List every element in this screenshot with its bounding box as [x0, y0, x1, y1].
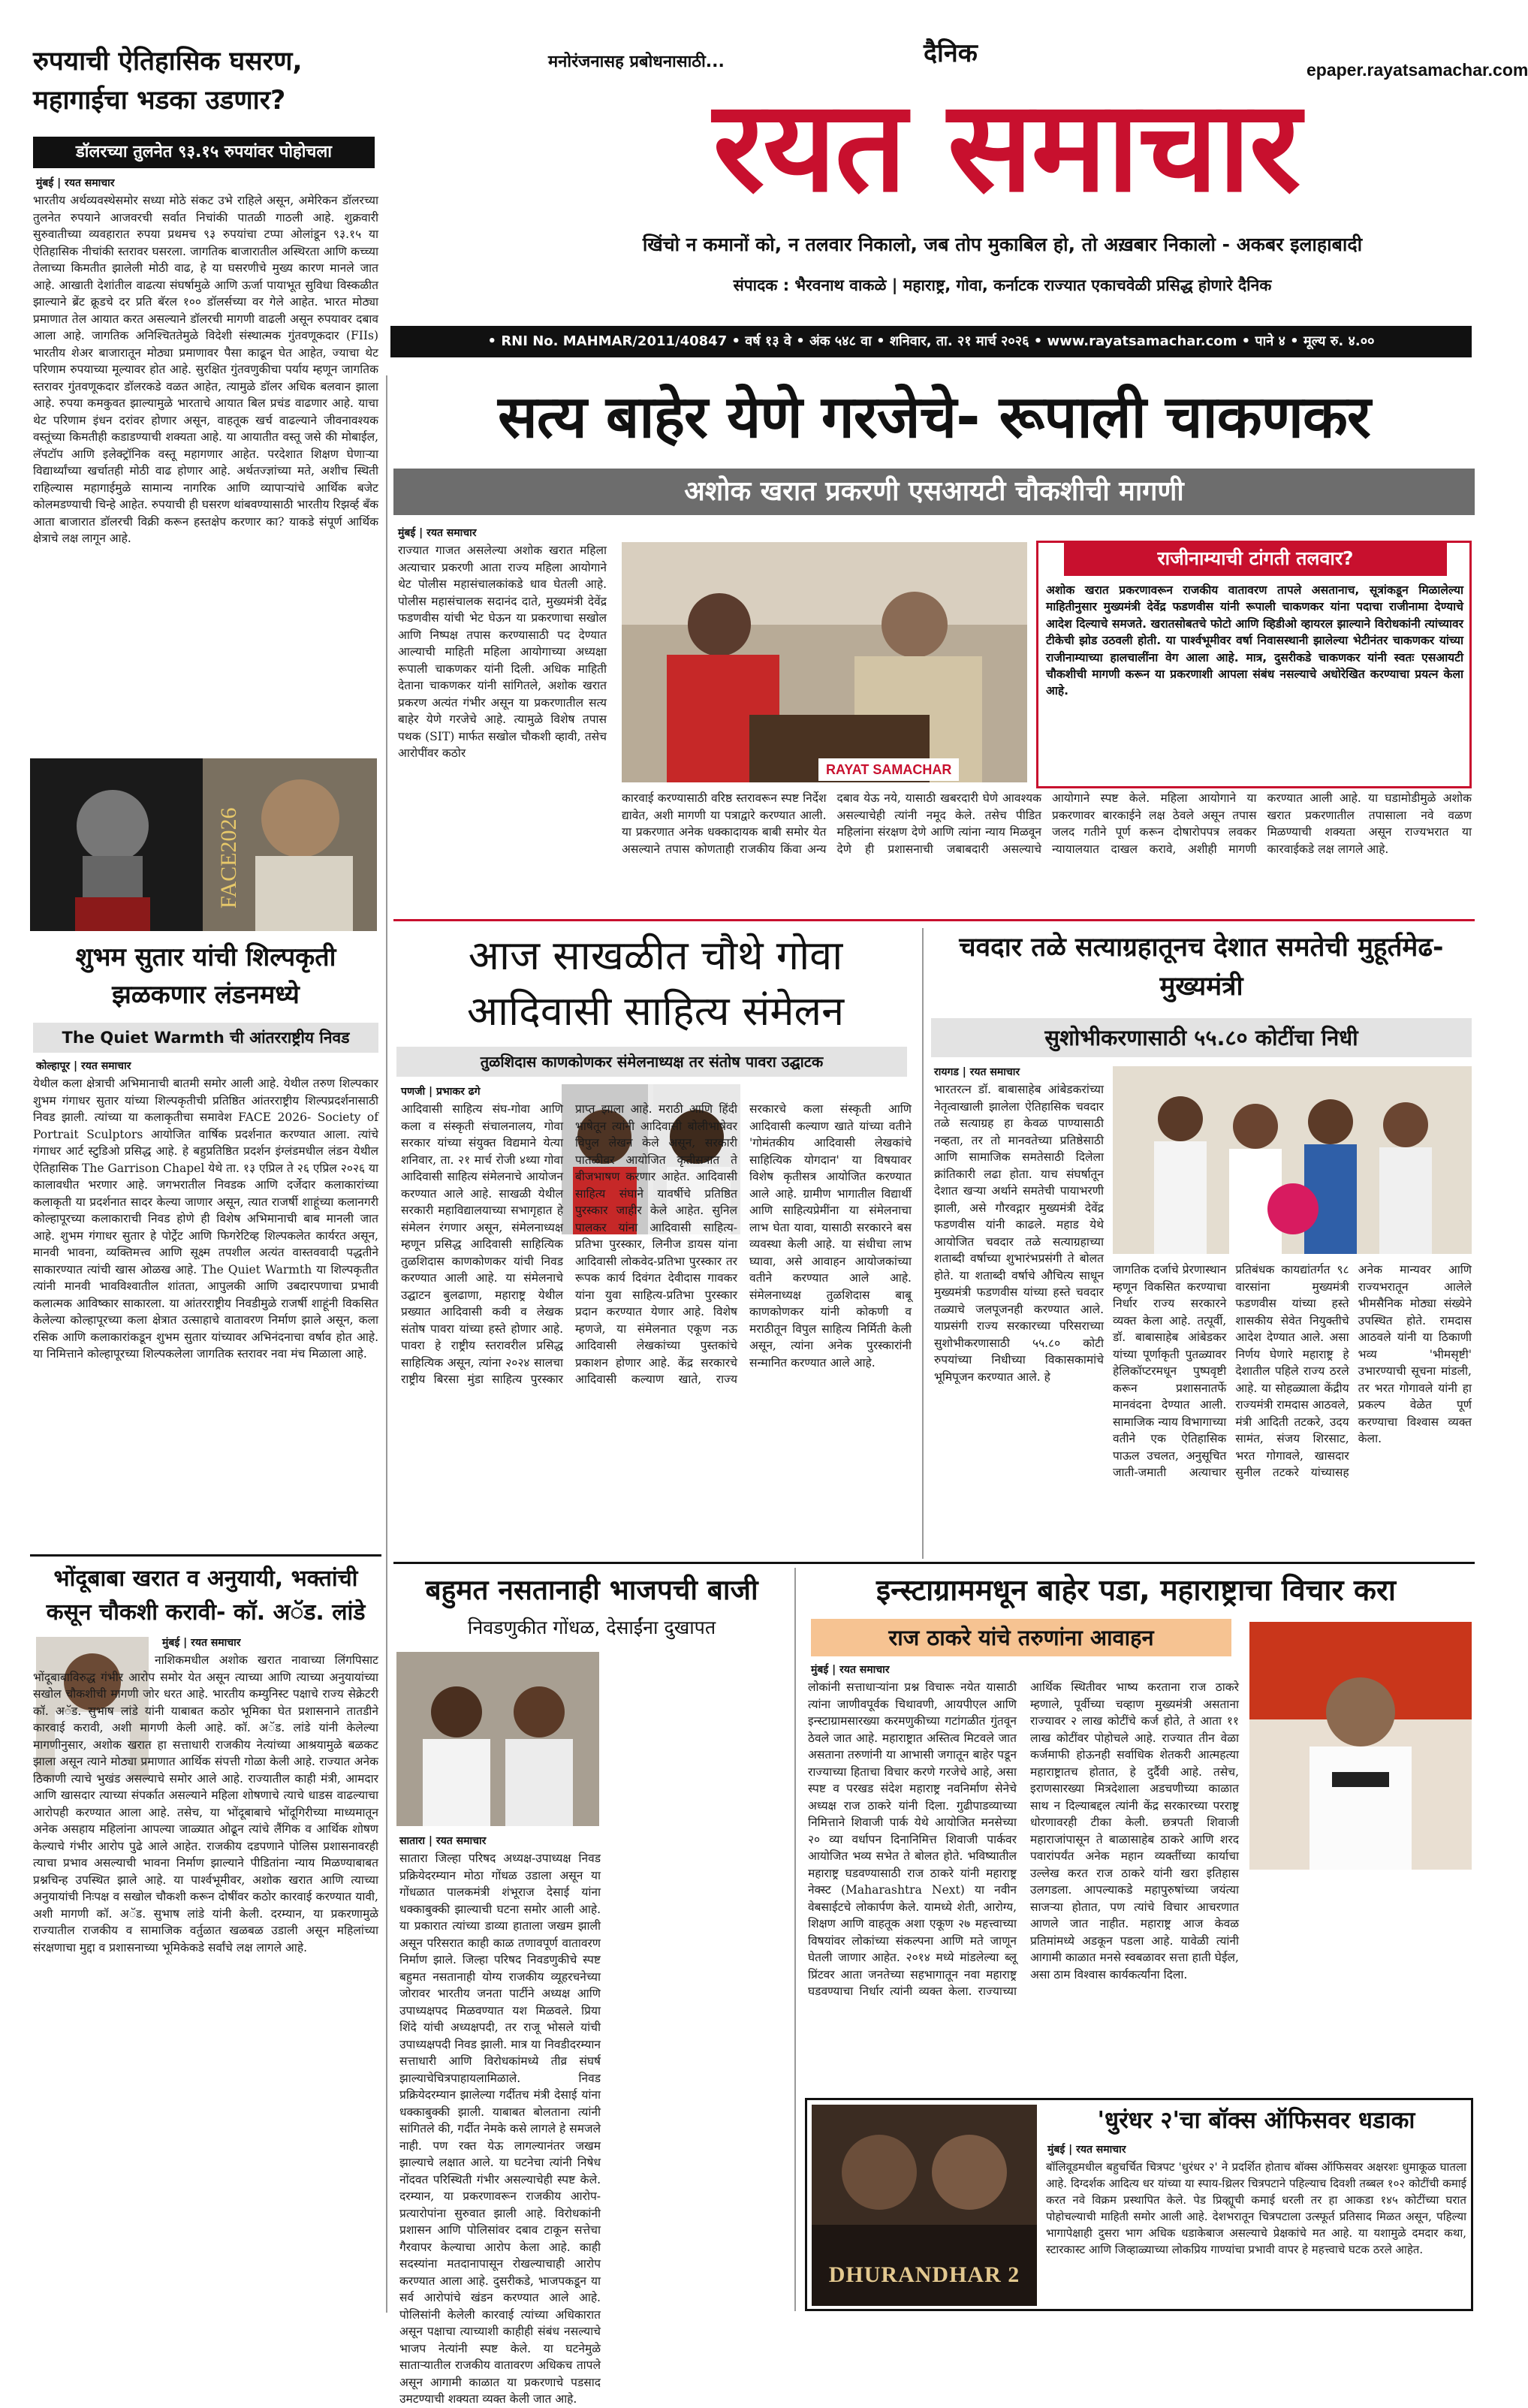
shubham-headline: शुभम सुतार यांची शिल्पकृती झळकणार लंडनमध्ये: [75, 942, 336, 1010]
adivasi-headline: आज साखळीत चौथे गोवा आदिवासी साहित्य संमेलन: [466, 932, 845, 1035]
bjp-subhead: निवडणुकीत गोंधळ, देसाईंना दुखापत: [467, 1617, 716, 1638]
column-divider-2: [922, 928, 924, 1559]
meeting-illustration: [622, 542, 1027, 782]
lead-bottom-rule: [393, 919, 1475, 921]
bjp-body-cont: [613, 1656, 782, 2308]
rupee-dateline: मुंबई | रयत समाचार: [36, 177, 115, 189]
chavdar-photo: [1113, 1066, 1472, 1254]
insta-body: लोकांनी सत्ताधाऱ्यांना प्रश्न विचारू नयेत यासाठी त्यांना जाणीवपूर्वक चिथावणी, आयपीएल आणि इन्स्टाग्रामसारख्या करमणुकीच्या गटांगळीत गुंतवून ठेवले जात आहे. महाराष्ट्रात अस्तित्व मिटवले जात असताना तरुणांनी या आभासी जगातून बाहेर पडून राज्याच्या हिताचा विचार करणे गरजेचे आहे, असा स्पष्ट व परखड संदेश महाराष्ट्र नवनिर्माण सेनेचे अध्यक्ष राज ठाकरे यांनी दिला. गुढीपाडव्याच्या निमित्ताने शिवाजी पार्क येथे आयोजित मनसेच्या २० व्या वर्धापन दिनानिमित्त शिवाजी पार्कवर आयोजित भव्य सभेत ते बोलत होते. भविष्यातील महाराष्ट्र घडवण्यासाठी राज ठाकरे यांनी महाराष्ट्र नेक्स्ट (Maharashtra Next) या नवीन वेबसाईटचे लोकार्पण केले. यामध्ये शेती, आरोग्य, शिक्षण आणि वाहतूक अशा एकूण २७ महत्त्वाच्या विषयांवर लोकांच्या संकल्पना आणि मते जाणून घेतली जाणार आहेत. २०१४ मध्ये मांडलेल्या ब्लू प्रिंटवर आता जनतेच्या सहभागातून नवा महाराष्ट्र घडवण्याचा निर्धार त्यांनी व्यक्त केला. राज्याच्या आर्थिक स्थितीवर भाष्य करताना राज ठाकरे म्हणाले, पूर्वीच्या चव्हाण मुख्यमंत्री असताना राज्यावर २ लाख कोटींचे कर्ज होते, ते आता ११ लाख कोटींवर पोहोचले आहे. राज्यात तीन वेळा कर्जमाफी होऊनही सर्वाधिक शेतकरी आत्महत्या महाराष्ट्रातच होतात, हे दुर्दैवी आहे. तसेच, इराणसारख्या मित्रदेशाला अडचणीच्या काळात साथ न दिल्याबद्दल त्यांनी केंद्र सरकारच्या परराष्ट्र धोरणावरही टीका केली. छत्रपती शिवाजी महाराजांपासून ते बाळासाहेब ठाकरे आणि शरद पवारांपर्यंत अनेक महान व्यक्तींच्या कार्याचा उल्लेख करत राज ठाकरे यांनी खरा इतिहास उलगडला. आपल्याकडे महापुरुषांच्या जयंत्या साजऱ्या होतात, पण त्यांचे विचार आचरणात आणले जात नाहीत. महाराष्ट्र आज केवळ प्रतिमांमध्ये अडकून पडला आहे. यावेळी त्यांनी आगामी काळात मनसे स्वबळावर सत्ता हाती घेईल, असा ठाम विश्वास कार्यकर्त्यांना दिला.: [808, 1680, 1239, 1998]
masthead-title: रयत समाचार: [713, 73, 1300, 220]
chavdar-headline: चवदार तळे सत्याग्रहातूनच देशात समतेची मुहूर्तमेढ- मुख्यमंत्री: [959, 933, 1444, 1002]
masthead-quote: खिंचो न कमानों को, न तलवार निकालो, जब तोप मुकाबिल हो, तो अख़बार निकालो - अकबर इलाहाबादी: [642, 234, 1363, 255]
insta-dateline: मुंबई | रयत समाचार: [811, 1664, 890, 1676]
sculpture-photo: [30, 758, 377, 931]
speaker-illustration: [1249, 1622, 1472, 1870]
poster-title: DHURANDHAR 2: [828, 2262, 1020, 2287]
insta-body-cont: [1249, 1877, 1472, 2092]
masthead-editor-line: संपादक : भैरवनाथ वाकळे | महाराष्ट्र, गोवा, कर्नाटक राज्यात एकाचवेळी प्रसिद्ध होणारे दैनिक: [733, 276, 1272, 294]
face-label: FACE2026: [216, 807, 241, 909]
chavdar-dateline: रायगड | रयत समाचार: [934, 1066, 1020, 1078]
lead-body-left: राज्यात गाजत असलेल्या अशोक खरात महिला अत्याचार प्रकरणी आता राज्य महिला आयोगाने थेट पोलीस महासंचालकांकडे धाव घेतली आहे. पोलीस महासंचालक सदानंद दाते, मुख्यमंत्री देवेंद्र फडणवीस यांची भेट घेऊन या प्रकरणाचा सखोल आणि निष्पक्ष तपास करण्यासाठी पद देण्यात आल्याची माहिती महिला आयोगाच्या अध्यक्षा रूपाली चाकणकर यांनी दिली. अधिक माहिती देताना चाकणकर यांनी सांगितले, अशोक खरात प्रकरण अत्यंत गंभीर असून या प्रकरणातील सत्य बाहेर येणे गरजेचे आहे. त्यामुळे विशेष तपास पथक (SIT) मार्फत सखोल चौकशी व्हावी, तसेच आरोपींवर कठोर: [398, 544, 607, 760]
rupee-subhead: डॉलरच्या तुलनेत ९३.१५ रुपयांवर पोहोचला: [33, 137, 375, 168]
masthead-website: epaper.rayatsamachar.com: [1306, 60, 1528, 80]
info-bar: • RNI No. MAHMAR/2011/40847 • वर्ष १३ वे • अंक ५४८ वा • शनिवार, ता. २१ मार्च २०२६ • www.rayatsamachar.com • पाने ४ • मूल्य रु. ४.००: [390, 326, 1472, 357]
shubham-dateline: कोल्हापूर | रयत समाचार: [36, 1060, 131, 1072]
lead-subhead: अशोक खरात प्रकरणी एसआयटी चौकशीची मागणी: [393, 469, 1475, 515]
bjp-body: सातारा जिल्हा परिषद अध्यक्ष-उपाध्यक्ष निवड प्रक्रियेदरम्यान मोठा गोंधळ उडाला असून या गोंधळात पालकमंत्री शंभूराज देसाई यांना धक्काबुक्की झाल्याची घटना समोर आली आहे. या प्रकारात त्यांच्या डाव्या हाताला जखम झाली असून परिसरात काही काळ तणावपूर्ण वातावरण निर्माण झाले. जिल्हा परिषद निवडणुकीचे स्पष्ट बहुमत नसतानाही योग्य राजकीय व्यूहरचनेच्या जोरावर भारतीय जनता पार्टीने अध्यक्ष आणि उपाध्यक्षपद मिळवण्यात यश मिळवले. प्रिया शिंदे यांची अध्यक्षपदी, तर राजू भोसले यांची उपाध्यक्षपदी निवड झाली. मात्र या निवडीदरम्यान सत्ताधारी आणि विरोधकांमध्ये तीव्र संघर्ष झाल्याचेचित्रपाहायलामिळाले. निवड प्रक्रियेदरम्यान झालेल्या गर्दीतच मंत्री देसाई यांना धक्काबुक्की झाली. याबाबत बोलताना त्यांनी सांगितले की, गर्दीत नेमके कसे लागले हे समजले नाही. पण रक्त येऊ लागल्यानंतर जखम झाल्याचे लक्षात आले. या घटनेचा त्यांनी निषेध नोंदवत परिस्थिती गंभीर असल्याचेही स्पष्ट केले. दरम्यान, या प्रकरणावरून राजकीय आरोप-प्रत्यारोपांना सुरुवात झाली आहे. विरोधकांनी प्रशासन आणि पोलिसांवर दबाव टाकून सत्तेचा गैरवापर केल्याचा आरोप केला आहे. काही सदस्यांना मतदानापासून रोखल्याचाही आरोप करण्यात आला आहे. दुसरीकडे, भाजपकडून या सर्व आरोपांचे खंडन करण्यात आले आहे. पोलिसांनी केलेली कारवाई त्यांच्या अधिकारात असून पक्षाचा त्याच्याशी काहीही संबंध नसल्याचे भाजप नेत्यांनी स्पष्ट केले. या घटनेमुळे साताऱ्यातील राजकीय वातावरण अधिकच तापले असून आगामी काळात या प्रकरणाचे पडसाद उमटण्याची शक्यता व्यक्त केली जात आहे.: [399, 1852, 601, 2406]
sculpture-illustration: [30, 758, 377, 931]
dhurandhar-poster: [812, 2105, 1037, 2306]
bjp-dateline: सातारा | रयत समाचार: [399, 1835, 487, 1847]
resignation-box: [1036, 541, 1472, 788]
chavdar-subhead: सुशोभीकरणासाठी ५५.८० कोटींचा निधी: [931, 1018, 1472, 1057]
adivasi-subhead: तुळशिदास काणकोणकर संमेलनाध्यक्ष तर संतोष पावरा उद्घाटक: [396, 1047, 907, 1077]
bjp-headline: बहुमत नसतानाही भाजपची बाजी: [425, 1574, 758, 1606]
lead-photo: [622, 542, 1027, 782]
bjp-photo: [396, 1652, 599, 1826]
resignation-box-title: राजीनाम्याची टांगती तलवार?: [1064, 541, 1447, 576]
adivasi-dateline: पणजी | प्रभाकर ढगे: [401, 1086, 481, 1098]
chavdar-body-bottom: जागतिक दर्जाचे प्रेरणास्थान म्हणून विकसित करण्याचा निर्धार राज्य सरकारने व्यक्त केला आहे. तत्पूर्वी, डॉ. बाबासाहेब आंबेडकर यांच्या पूर्णाकृती पुतळ्यावर हेलिकॉप्टरमधून पुष्पवृष्टी करून प्रशासनातर्फे मानवंदना देण्यात आली. सामाजिक न्याय विभागाच्या वतीने एक ऐतिहासिक पाऊल उचलत, अनुसूचित जाती-जमाती अत्याचार प्रतिबंधक कायद्यांतर्गत ९८ वारसांना मुख्यमंत्री फडणवीस यांच्या हस्ते शासकीय सेवेत नियुक्तीचे आदेश देण्यात आले. असा निर्णय घेणारे महाराष्ट्र हे देशातील पहिले राज्य ठरले आहे. या सोहळ्याला केंद्रीय राज्यमंत्री रामदास आठवले, मंत्री आदिती तटकरे, उदय सामंत, संजय शिरसाट, भरत गोगावले, खासदार सुनील तटकरे यांच्यासह अनेक मान्यवर आणि राज्यभरातून आलेले भीमसैनिक मोठ्या संख्येने उपस्थित होते. रामदास आठवले यांनी या ठिकाणी भव्य 'भीमसृष्टी' उभारण्याची सूचना मांडली, तर भरत गोगावले यांनी हा प्रकल्प वेळेत पूर्ण करण्याचा विश्वास व्यक्त केला.: [1113, 1263, 1472, 1479]
bhondu-body: नाशिकमधील अशोक खरात नावाच्या लिंगपिसाट भोंदूबाबाविरुद्ध गंभीर आरोप समोर येत असून त्याच्या आणि त्याच्या अनुयायांच्या सखोल चौकशीची मागणी जोर धरत आहे. भारतीय कम्युनिस्ट पक्षाचे राज्य सेक्रेटरी कॉ. अॅड. सुभाष लांडे यांनी याबाबत कठोर भूमिका घेत प्रशासनाने तातडीने कारवाई करावी, अशी मागणी केली आहे. कॉ. अॅड. लांडे यांनी केलेल्या मागणीनुसार, अशोक खरात हा सत्ताधारी राजकीय नेत्यांच्या आश्रयामुळे बळकट झाला असून त्याने मोठ्या प्रमाणात आर्थिक संपत्ती गोळा केली आहे. राज्यात अनेक ठिकाणी त्याचे भुखंड असल्याचे समोर आले आहे. राज्यातील काही मंत्री, आमदार आणि खासदार त्याच्या संपर्कात असल्याने महिला शोषणाचे त्याचे धाडस वाढल्याचा आरोपही करण्यात आला आहे. तसेच, या भोंदूबाबाचे भोंदूगिरीच्या माध्यमातून अनेक असहाय महिलांना आपल्या जाळ्यात ओढून त्यांचे लैंगिक व आर्थिक शोषण केल्याचे गंभीर आरोप पुढे आले आहेत. राजकीय दडपणाने पोलिस प्रशासनावरही त्याचा प्रभाव असल्याची भावना निर्माण झाल्याने पीडितांना न्याय मिळण्याबाबत प्रश्नचिन्ह उपस्थित झाले आहे. या पार्श्वभूमीवर, अशोक खरात आणि त्याच्या अनुयायांची निःपक्ष व सखोल चौकशी करून दोषींवर कठोर कारवाई करण्यात यावी, अशी मागणी कॉ. अॅड. सुभाष लांडे यांनी केली. दरम्यान, या प्रकरणामुळे राज्यातील राजकीय व सामाजिक वर्तुळात खळबळ उडाली असून महिलांच्या संरक्षणाचा मुद्दा व प्रशासनाच्या भूमिकेकडे सर्वांचे लक्ष लागले आहे.: [33, 1653, 378, 1954]
column-divider: [386, 375, 387, 2313]
dhurandhar-box: [805, 2098, 1473, 2311]
divider: [30, 1554, 381, 1557]
lead-headline: सत्य बाहेर येणे गरजेचे- रूपाली चाकणकर: [498, 384, 1370, 451]
masthead-daily: दैनिक: [924, 38, 978, 68]
rupee-body: भारतीय अर्थव्यवस्थेसमोर सध्या मोठे संकट उभे राहिले असून, अमेरिकन डॉलरच्या तुलनेत रुपयाने आजवरची सर्वात निचांकी पातळी गाठली आहे. शुक्रवारी सुरुवातीच्या व्यवहारात रुपया प्रथमच ९३ रुपयांचा टप्पा ओलांडून ९३.१५ या ऐतिहासिक नीचांकी स्तरावर घसरला. जागतिक बाजारातील अस्थिरता आणि कच्च्या तेलाच्या किमतीत झालेली मोठी वाढ, हे या घसरणीचे मुख्य कारण मानले जात आहे. आखाती देशांतील वाढत्या संघर्षामुळे आणि ऊर्जा पायाभूत सुविधा विस्कळीत झाल्याने ब्रेंट क्रूडचे दर प्रति बॅरल १०० डॉलर्सच्या वर गेले आहेत. भारत मोठ्या प्रमाणात तेल आयात करत असल्याने डॉलरची मागणी वाढली असून रुपयावर दबाव आला आहे. जागतिक अनिश्चिततेमुळे विदेशी संस्थात्मक गुंतवणूकदार (FIIs) भारतीय शेअर बाजारातून मोठ्या प्रमाणावर पैसा काढून घेत आहेत, ज्याचा थेट परिणाम रुपयाच्या मूल्यावर होत आहे. सुरक्षित गुंतवणुकीचा पर्याय म्हणून जागतिक स्तरावर गुंतवणूकदार डॉलरकडे वळत आहेत, त्यामुळे डॉलर अधिक बलवान झाला आहे. रुपया कमकुवत झाल्यामुळे भारताचे आयात बिल प्रचंड वाढणार आहे. याचा थेट परिणाम इंधन दरांवर होणार असून, वाहतूक खर्च वाढल्याने जीवनावश्यक वस्तूंच्या किमतीही कडाडण्याची शक्यता आहे. या आयातीत वस्तू जसे की मोबाईल, लॅपटॉप आणि इलेक्ट्रॉनिक वस्तू महागणार आहेत. परदेशात शिक्षण घेणाऱ्या विद्यार्थ्यांच्या खर्चातही मोठी वाढ होणार आहे. अर्थतज्ज्ञांच्या मते, अशीच स्थिती राहिल्यास महागाईमुळे सामान्य नागरिक आणि व्यापाऱ्यांचे आर्थिक बजेट कोलमडण्याची चिन्हे आहेत. रुपयाची ही घसरण थांबवण्यासाठी भारतीय रिझर्व्ह बँक आता बाजारात डॉलरची विक्री करून हस्तक्षेप करणार का? याकडे संपूर्ण आर्थिक क्षेत्राचे लक्ष लागून आहे.: [33, 194, 378, 545]
insta-photo: [1249, 1622, 1472, 1870]
adivasi-body: आदिवासी साहित्य संघ-गोवा आणि कला व संस्कृती संचालनालय, गोवा सरकार यांच्या संयुक्त विद्यमाने येत्या शनिवार, ता. २१ मार्च रोजी ४थ्या गोवा आदिवासी साहित्य संमेलनाचे आयोजन करण्यात आले आहे. साखळी येथील सरकारी महाविद्यालयाच्या सभागृहात हे संमेलन रंगणार असून, संमेलनाध्यक्ष म्हणून प्रसिद्ध आदिवासी साहित्यिक तुळशिदास काणकोणकर यांची निवड करण्यात आली आहे. या संमेलनाचे उद्घाटन बुलढाणा, महाराष्ट्र येथील प्रख्यात आदिवासी कवी व लेखक संतोष पावरा यांच्या हस्ते होणार आहे. पावरा हे राष्ट्रीय स्तरावरील प्रसिद्ध साहित्यिक असून, त्यांना २०२४ सालचा राष्ट्रीय बिरसा मुंडा साहित्य पुरस्कार प्राप्त झाला आहे. मराठी आणि हिंदी भाषेतून त्यांनी आदिवासी बोलीभाषेवर विपुल लेखन केले असून, सरकारी पातळीवर आयोजित कृतीसत्रात ते बीजभाषण करणार आहेत. आदिवासी साहित्य संघाने यावर्षीचे प्रतिष्ठित पुरस्कार जाहीर केले आहेत. सुनिल पालकर यांना आदिवासी साहित्य-प्रतिभा पुरस्कार, लिनीज डायस यांना आदिवासी लोकवेद-प्रतिभा पुरस्कार तर रूपक कार्य दिवंगत देवीदास गावकर यांना युवा साहित्य-प्रतिभा पुरस्कार प्रदान करण्यात येणार आहे. विशेष म्हणजे, या संमेलनात एकूण नऊ आदिवासी लेखकांच्या पुस्तकांचे प्रकाशन होणार आहे. केंद्र सरकारचे आदिवासी कल्याण खाते, राज्य सरकारचे कला संस्कृती आणि आदिवासी कल्याण खाते यांच्या वतीने 'गोमंतकीय आदिवासी लेखकांचे साहित्यिक योगदान' या विषयावर विशेष कृतीसत्र आयोजित करण्यात आले आहे. ग्रामीण भागातील विद्यार्थी आणि साहित्यप्रेमींना या संमेलनाचा लाभ घेता यावा, यासाठी सरकारने बस व्यवस्था केली आहे. या संधीचा लाभ घ्यावा, असे आवाहन आयोजकांच्या वतीने करण्यात आले आहे. संमेलनाध्यक्ष तुळशिदास बाबू काणकोणकर यांनी कोकणी व मराठीतून विपुल साहित्य निर्मिती केली असून, त्यांना अनेक पुरस्कारांनी सन्मानित करण्यात आले आहे.: [401, 1102, 912, 1386]
photo-logo-text: RAYAT SAMACHAR: [826, 761, 952, 777]
rupee-headline: रुपयाची ऐतिहासिक घसरण, महागाईचा भडका उडणार?: [33, 47, 303, 116]
masthead-tagline: मनोरंजनासह प्रबोधनासाठी...: [548, 53, 725, 71]
bhondu-headline: भोंदूबाबा खरात व अनुयायी, भक्तांची कसून चौकशी करावी- कॉ. अॅड. लांडे: [46, 1566, 366, 1626]
ceremony-illustration: [1113, 1066, 1472, 1254]
resignation-box-body: अशोक खरात प्रकरणावरून राजकीय वातावरण तापले असतानाच, सूत्रांकडून मिळालेल्या माहितीनुसार मुख्यमंत्री देवेंद्र फडणवीस यांनी रूपाली चाकणकर यांना पदाचा राजीनामा देण्याचे आदेश दिल्याचे समजते. खरातसोबतचे फोटो आणि व्हिडीओ व्हायरल झाल्याने विरोधकांनी त्यांच्यावर टीकेची झोड उठवली होती. या पार्श्वभूमीवर वर्षा निवासस्थानी झालेल्या भेटीनंतर चाकणकर यांच्या राजीनाम्याच्या हालचालींना वेग आला आहे. मात्र, दुसरीकडे चाकणकर यांनी स्वतः एसआयटी चौकशीची मागणी करून या प्रकरणाशी आपला संबंध नसल्याचे अधोरेखित करण्याचा प्रयत्न केला आहे.: [1046, 583, 1463, 698]
dhurandhar-dateline: मुंबई | रयत समाचार: [1047, 2144, 1126, 2156]
lead-body-bottom: कारवाई करण्यासाठी वरिष्ठ स्तरावरून स्पष्ट निर्देश द्यावेत, अशी मागणी या पत्राद्वारे करण्यात आली. या प्रकरणात अनेक धक्कादायक बाबी समोर येत असल्याने तपास कोणताही राजकीय किंवा अन्य दबाव येऊ नये, यासाठी खबरदारी घेणे आवश्यक असल्याचेही त्यांनी नमूद केले. तसेच पीडित महिलांना संरक्षण देणे आणि त्यांना न्याय मिळवून देणे ही प्रशासनाची जबाबदारी असल्याचे आयोगाने स्पष्ट केले. महिला आयोगाने या प्रकरणावर बारकाईने लक्ष ठेवले असून तपास जलद गतीने पूर्ण करून दोषारोपपत्र लवकर न्यायालयात दाखल करावे, अशीही मागणी करण्यात आली आहे. या घडामोडीमुळे अशोक खरात प्रकरणातील तपासाला नवे वळण मिळण्याची शक्यता असून राज्यभरात या कारवाईकडे लक्ष लागले आहे.: [622, 791, 1472, 856]
insta-headline: इन्स्टाग्राममधून बाहेर पडा, महाराष्ट्राचा विचार करा: [876, 1574, 1397, 1608]
photo-logo: [818, 758, 959, 781]
column-divider-3: [794, 1568, 796, 2311]
dhurandhar-body: बॉलिवूडमधील बहुचर्चित चित्रपट 'धुरंधर २' ने प्रदर्शित होताच बॉक्स ऑफिसवर अक्षरशः धुमाकूळ घातला आहे. दिग्दर्शक आदित्य धर यांच्या या स्पाय-थ्रिलर चित्रपटाने पहिल्याच दिवशी तब्बल १०२ कोटींची कमाई करत नवे विक्रम प्रस्थापित केले. पेड प्रिव्ह्यूची कमाई धरली तर हा आकडा १४५ कोटींच्या घरात पोहोचल्याची माहिती समोर आली आहे. देशभरातून चित्रपटाला उत्स्फूर्त प्रतिसाद मिळत असून, पहिल्या भागापेक्षाही दुसरा भाग अधिक धडाकेबाज असल्याचे प्रेक्षकांचे मत आहे. या यशामुळे दमदार कथा, स्टारकास्ट आणि जिव्हाळ्याच्या लोकप्रिय गाण्यांचा प्रभावी वापर हे महत्त्वाचे घटक ठरले आहेत.: [1046, 2160, 1466, 2256]
shubham-subhead: The Quiet Warmth ची आंतरराष्ट्रीय निवड: [33, 1023, 378, 1053]
dhurandhar-headline: 'धुरंधर २'चा बॉक्स ऑफिसवर धडाका: [1097, 2107, 1415, 2134]
chavdar-body-left: भारतरत्न डॉ. बाबासाहेब आंबेडकरांच्या नेतृत्वाखाली झालेला ऐतिहासिक चवदार तळे सत्याग्रह हा केवळ पाण्यासाठी नव्हता, तर तो मानवतेच्या प्रतिष्ठेसाठी आणि सामाजिक समतेसाठी दिलेला क्रांतिकारी लढा होता. याच संघर्षातून देशात खऱ्या अर्थाने समतेची पायाभरणी झाली, असे गौरवद्गार मुख्यमंत्री देवेंद्र फडणवीस यांनी काढले. महाड येथे आयोजित चवदार तळे सत्याग्रहाच्या शताब्दी वर्षाच्या शुभारंभप्रसंगी ते बोलत होते. या शताब्दी वर्षाचे औचित्य साधून मुख्यमंत्री फडणवीस यांच्या हस्ते चवदार तळ्याचे जलपूजनही करण्यात आले. याप्रसंगी राज्य सरकारच्या परिसराच्या सुशोभीकरणासाठी ५५.८० कोटी रुपयांच्या निधीच्या विकासकामांचे भूमिपूजन करण्यात आले. हे: [934, 1083, 1104, 1384]
bhondu-dateline: मुंबई | रयत समाचार: [162, 1637, 241, 1649]
mid-rule: [393, 1562, 1475, 1564]
lead-dateline: मुंबई | रयत समाचार: [398, 527, 477, 539]
politicians-illustration: [396, 1652, 599, 1826]
shubham-body: येथील कला क्षेत्राची अभिमानाची बातमी समोर आली आहे. येथील तरुण शिल्पकार शुभम गंगाधर सुतार यांच्या शिल्पकृतीची प्रतिष्ठित आंतरराष्ट्रीय शिल्पप्रदर्शनासाठी निवड झाली. त्यांच्या या कलाकृतीचा समावेश FACE 2026- Society of Portrait Sculptors आयोजित वार्षिक प्रदर्शनात करण्यात आला. त्यांचे गंगाधर आर्ट स्टुडिओ प्रसिद्ध आहे. हे बहुप्रतिष्ठित प्रदर्शन इंग्लंडमधील लंडन येथील ऐतिहासिक The Garrison Chapel येथे ता. १३ एप्रिल ते २६ एप्रिल २०२६ या कालावधीत भरणार आहे. जगभरातील निवडक आणि दर्जेदार कलाकारांच्या कलाकृती या प्रदर्शनात सादर केल्या जाणार असून, त्यात राजर्षी शाहूंच्या कलानगरी कोल्हापूरच्या कलाकाराची निवड होणे ही विशेष अभिमानाची बाब मानली जात आहे. शुभम गंगाधर सुतार हे पोर्ट्रेट आणि फिगरेटिव्ह शिल्पकलेत कार्यरत असून, मानवी भावना, व्यक्तिमत्त्व आणि सूक्ष्म तपशील अत्यंत वास्तववादी पद्धतीने साकारण्यात त्यांची खास ओळख आहे. The Quiet Warmth या शिल्पकृतीत त्यांनी मानवी भावविश्वातील शांतता, आपुलकी आणि उबदारपणाचा प्रभावी कलात्मक आविष्कार साकारला. या आंतरराष्ट्रीय निवडीमुळे राजर्षी शाहूंनी विकसित केलेल्या कोल्हापूरच्या कला क्षेत्रात उत्साहाचे वातावरण निर्माण झाले असून, कला रसिक आणि कलाकारांकडून शुभम सुतार यांच्यावर अभिनंदनाचा वर्षाव होत आहे. या निमित्ताने कोल्हापूरच्या शिल्पकलेला जागतिक स्तरावर नवा मंच मिळाला आहे.: [33, 1077, 378, 1361]
insta-subhead: राज ठाकरे यांचे तरुणांना आवाहन: [811, 1619, 1231, 1656]
